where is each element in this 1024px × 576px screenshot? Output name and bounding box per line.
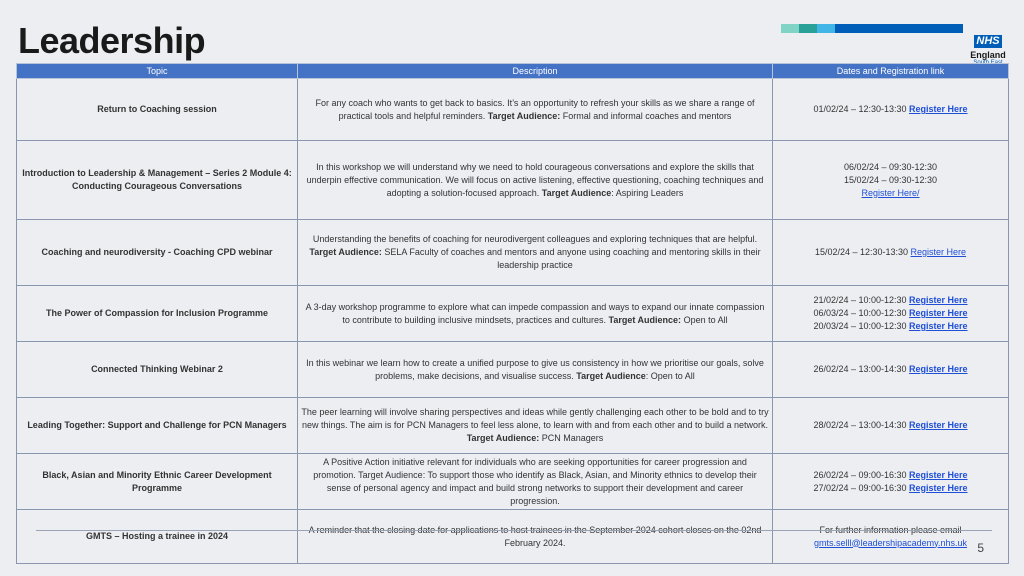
register-link[interactable]: Register Here [909,482,968,493]
events-table [16,63,1009,564]
event-description [298,286,773,342]
date-time-text: 01/02/24 – 12:30-13:30 [813,104,910,114]
event-topic: GMTS – Hosting a trainee in 2024 [17,510,298,564]
target-audience-label: Target Audience: [487,110,561,121]
event-topic: The Power of Compassion for Inclusion Programme [17,286,298,342]
date-time-text: 26/02/24 – 13:00-14:30 [813,364,910,374]
decorative-color-bars [781,24,963,33]
register-link[interactable]: Register Here [909,364,968,374]
register-link[interactable]: Register Here [909,321,968,331]
target-audience-label: Target Audience: [466,433,540,443]
page-title: Leadership [18,20,206,61]
register-link[interactable]: Register Here [909,308,968,318]
event-description [298,141,773,220]
table-row [17,342,1009,398]
nhs-logo-mark: NHS [976,35,1000,47]
target-audience-value: : Open to All [645,370,695,381]
target-audience-value: Formal and informal coaches and mentors [560,110,732,121]
date-line [776,187,1005,200]
header-topic: Topic [17,64,298,79]
description-text: In this webinar we learn how to create a unified purpose to give us consistency in how we prioritise our goals, solve problems, make decisions, and visualise success. [306,357,764,381]
register-link[interactable]: Register Here [909,420,968,430]
event-topic: Return to Coaching session [17,79,298,141]
event-description [298,454,773,510]
event-dates [773,286,1009,342]
date-line [776,537,1005,550]
header-description: Description [298,64,773,79]
table-row [17,398,1009,454]
date-time-text: 06/02/24 – 09:30-12:30 [843,161,938,172]
table-row [17,141,1009,220]
date-line [776,419,1005,432]
event-description [298,342,773,398]
header-dates: Dates and Registration link [773,64,1009,79]
target-audience-value: : Aspiring Leaders [611,187,684,198]
target-audience-label: Target Audience [541,187,612,198]
table-row [17,454,1009,510]
target-audience-label: Target Audience [576,370,646,381]
date-line [776,246,1005,259]
register-link[interactable]: Register Here [909,295,968,305]
event-topic: Coaching and neurodiversity - Coaching CPD webinar [17,220,298,286]
event-topic: Connected Thinking Webinar 2 [17,342,298,398]
register-link[interactable]: Register Here/ [861,187,920,198]
date-line [776,482,1005,495]
event-dates [773,342,1009,398]
event-dates [773,454,1009,510]
register-link[interactable]: Register Here [909,469,968,480]
table-row [17,220,1009,286]
register-link[interactable]: Register Here [909,104,968,114]
register-link[interactable]: Register Here [910,247,967,257]
date-time-text: 15/02/24 – 12:30-13:30 [814,247,911,257]
description-text: In this workshop we will understand why we need to hold courageous conversations and explore the skills that underpin effective communication. We will focus on active listening, effective questioning, coaching techniques and adopting a solution-focused approach. [306,161,764,198]
description-text: A Positive Action initiative relevant for individuals who are seeking opportunities for career progression and promotion. Target Audience: To support those who identify as Black, Asian, and Minority ethnics to develop their sense of personal agency and impact and build strong networks to support their development and career progression. [313,456,757,506]
table-header-row [17,64,1009,79]
description-text: A 3-day workshop programme to explore what can impede compassion and ways to expand our innate compassion to contribute to building inclusive mindsets, practices and cultures. [305,301,765,325]
event-topic: Introduction to Leadership & Management – Series 2 Module 4: Conducting Courageous Conversations [17,141,298,220]
date-line [776,320,1005,333]
date-line [776,294,1005,307]
date-line [776,103,1005,116]
target-audience-label: Target Audience: [309,247,382,257]
date-line [776,174,1005,187]
date-time-text: 21/02/24 – 10:00-12:30 [813,295,910,305]
event-description [298,398,773,454]
date-time-text: 27/02/24 – 09:00-16:30 [813,482,910,493]
table-row [17,286,1009,342]
event-dates [773,510,1009,564]
event-description [298,220,773,286]
date-line [776,469,1005,482]
page-number: 5 [977,541,984,555]
date-time-text: 15/02/24 – 09:30-12:30 [843,174,938,185]
target-audience-value: Open to All [681,314,728,325]
target-audience-label: Target Audience: [608,314,682,325]
date-time-text: 28/02/24 – 13:00-14:30 [813,420,910,430]
date-time-text: 26/02/24 – 09:00-16:30 [813,469,910,480]
table-row [17,79,1009,141]
table-row [17,510,1009,564]
logo-line-england: England [970,50,1006,60]
target-audience-value: PCN Managers [539,433,604,443]
date-line [776,363,1005,376]
date-time-text: 06/03/24 – 10:00-12:30 [813,308,910,318]
event-dates [773,398,1009,454]
event-topic: Leading Together: Support and Challenge for PCN Managers [17,398,298,454]
event-topic: Black, Asian and Minority Ethnic Career Development Programme [17,454,298,510]
event-dates [773,220,1009,286]
description-text: The peer learning will involve sharing perspectives and ideas while gently challenging each other to be bold and to try new things. The aim is for PCN Managers to feel less alone, to learn with and from each other and to build a network. [301,407,769,430]
description-text: For any coach who wants to get back to basics. It’s an opportunity to refresh your skills as we share a range of practical tools and helpful reminders. [315,97,755,121]
target-audience-value: SELA Faculty of coaches and mentors and anyone using coaching and mentoring skills in their leadership practice [381,247,761,270]
event-description [298,510,773,564]
description-text: Understanding the benefits of coaching for neurodivergent colleagues and exploring techniques that are helpful. [312,234,758,244]
nhs-england-logo [967,31,1009,67]
date-line [776,161,1005,174]
event-dates [773,141,1009,220]
description-text: February 2024. [504,537,566,548]
event-description [298,79,773,141]
footer-divider [36,530,992,531]
event-dates [773,79,1009,141]
date-line [776,307,1005,320]
date-time-text: 20/03/24 – 10:00-12:30 [813,321,910,331]
email-link[interactable]: gmts.selll@leadershipacademy.nhs.uk [813,537,968,548]
